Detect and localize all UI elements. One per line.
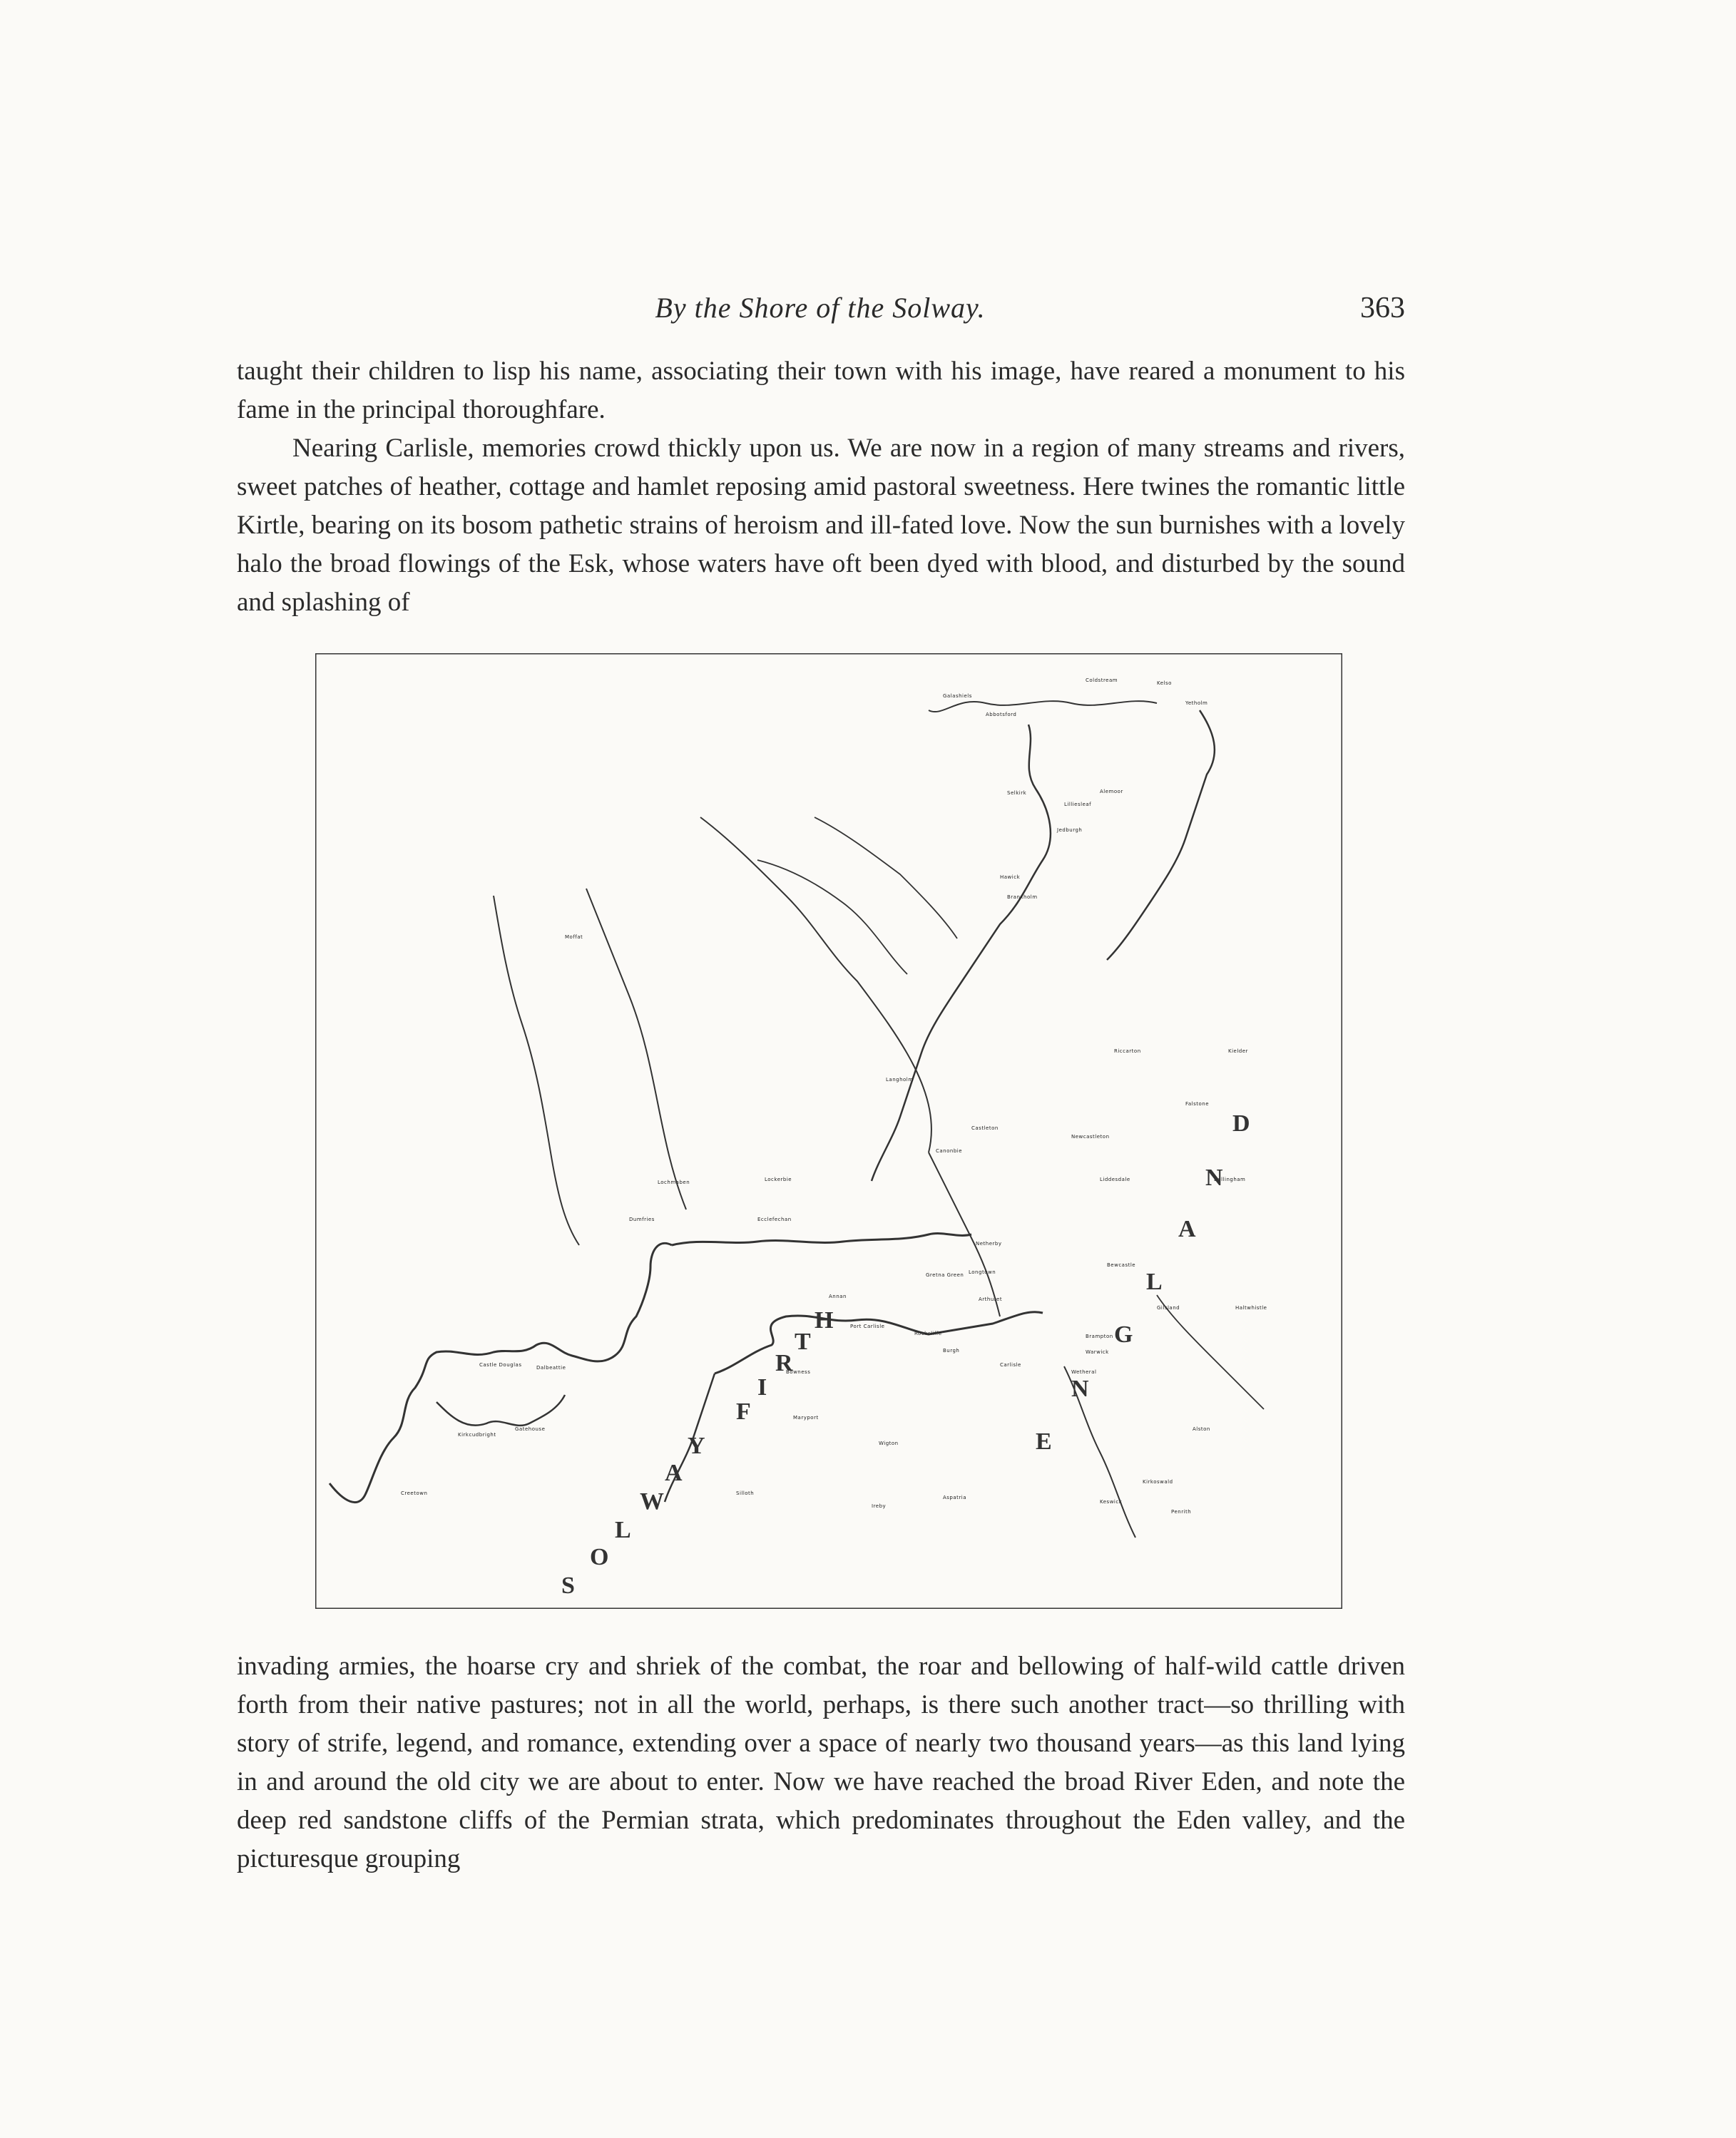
place-label: Gatehouse — [515, 1426, 546, 1432]
place-label: Canonbie — [936, 1148, 963, 1154]
place-label: Kirkoswald — [1143, 1479, 1173, 1485]
solway-letter: A — [665, 1460, 683, 1486]
place-label: Abbotsford — [986, 712, 1017, 717]
england-letter: N — [1071, 1376, 1089, 1402]
place-label: Galashiels — [943, 693, 972, 699]
body-text-bottom — [237, 1647, 1405, 1878]
england-letter: G — [1114, 1321, 1133, 1348]
place-label: Ireby — [872, 1503, 887, 1509]
firth-letter: R — [775, 1350, 793, 1376]
place-label: Moffat — [565, 934, 583, 940]
place-label: Rockcliffe — [914, 1331, 942, 1336]
place-label: Keswick — [1100, 1499, 1123, 1505]
place-label: Lockerbie — [765, 1177, 792, 1182]
place-label: Langholm — [886, 1077, 914, 1083]
place-label: Hawick — [1000, 874, 1021, 880]
map-border — [315, 653, 1342, 1609]
england-letter: E — [1036, 1428, 1052, 1455]
place-label: Lilliesleaf — [1064, 802, 1092, 807]
place-label: Newcastleton — [1071, 1134, 1110, 1140]
place-label: Lochmaben — [658, 1180, 690, 1185]
place-label: Warwick — [1086, 1349, 1109, 1355]
england-letter: D — [1232, 1110, 1250, 1137]
place-label: Alemoor — [1100, 789, 1123, 794]
place-label: Wetheral — [1071, 1369, 1097, 1375]
body-text-top — [237, 352, 1405, 622]
place-label: Ecclefechan — [757, 1217, 792, 1222]
place-label: Bewcastle — [1107, 1262, 1136, 1268]
england-letter: A — [1178, 1216, 1196, 1242]
place-label: Port Carlisle — [850, 1324, 885, 1329]
place-label: Gretna Green — [926, 1272, 964, 1278]
place-label: Annan — [829, 1294, 847, 1299]
paragraph: invading armies, the hoarse cry and shriek of the combat, the roar and bellowing of half-wild cattle driven forth from their native pastures; not in all the world, perhaps, is there such another tract—so thrilling with story of strife, legend, and romance, extending over a space of nearly two thousand years—as this land lying in and around the old city we are about to enter. Now we have reached the broad River Eden, and note the deep red sandstone cliffs of the Permian strata, which predominates throughout the Eden valley, and the picturesque grouping — [237, 1652, 1405, 1873]
place-label: Carlisle — [1000, 1362, 1021, 1368]
place-label: Coldstream — [1086, 677, 1118, 683]
place-label: Castle Douglas — [479, 1362, 522, 1368]
place-label: Yetholm — [1185, 700, 1208, 706]
place-label: Netherby — [976, 1241, 1002, 1247]
place-label: Creetown — [401, 1490, 428, 1496]
firth-letter: H — [815, 1307, 834, 1334]
place-label: Wigton — [879, 1441, 899, 1446]
place-label: Aspatria — [943, 1495, 967, 1500]
place-label: Selkirk — [1007, 790, 1027, 796]
place-label: Bellingham — [1214, 1177, 1246, 1182]
place-label: Bowness — [786, 1369, 811, 1375]
firth-letter: F — [736, 1398, 751, 1425]
place-label: Silloth — [736, 1490, 755, 1496]
place-label: Dumfries — [629, 1217, 655, 1222]
place-label: Maryport — [793, 1415, 819, 1421]
solway-letter: S — [561, 1572, 575, 1599]
place-label: Kirkcudbright — [458, 1432, 496, 1438]
paragraph: taught their children to lisp his name, associating their town with his image, have reared a monument to his fame in the principal thoroughfare. — [237, 357, 1405, 424]
place-label: Burgh — [943, 1348, 960, 1354]
page-number: 363 — [1360, 292, 1405, 324]
place-label: Riccarton — [1114, 1048, 1141, 1054]
map-svg — [315, 653, 1342, 1609]
place-label: Liddesdale — [1100, 1177, 1130, 1182]
place-label: Longtown — [969, 1269, 996, 1275]
place-label: Dalbeattie — [536, 1365, 566, 1371]
place-label: Falstone — [1185, 1101, 1210, 1107]
firth-letter: T — [795, 1329, 811, 1355]
place-label: Kielder — [1228, 1048, 1248, 1054]
place-label: Alston — [1193, 1426, 1210, 1432]
england-letter: N — [1205, 1165, 1223, 1191]
solway-letter: W — [640, 1488, 664, 1515]
paragraph: Nearing Carlisle, memories crowd thickly upon us. We are now in a region of many streams and rivers, sweet patches of heather, cottage and hamlet reposing amid pastoral sweetness. Here twines the romantic little Kirtle, bearing on its bosom pathetic strains of heroism and ill-fated love. Now the sun burnishes with a lovely halo the broad flowings of the Esk, whose waters have oft been dyed with blood, and disturbed by the sound and splashing of — [237, 434, 1405, 617]
place-label: Branxholm — [1007, 894, 1038, 900]
map-illustration — [315, 653, 1342, 1609]
place-label: Gilsland — [1157, 1305, 1180, 1311]
firth-letter: I — [757, 1374, 767, 1401]
running-title: By the Shore of the Solway. — [655, 292, 986, 324]
solway-letter: Y — [688, 1433, 705, 1459]
place-label: Castleton — [971, 1125, 999, 1131]
place-label: Jedburgh — [1057, 827, 1083, 833]
place-label: Haltwhistle — [1235, 1305, 1267, 1311]
solway-letter: O — [590, 1544, 609, 1570]
page-header — [235, 291, 1405, 334]
place-label: Kelso — [1157, 680, 1172, 686]
place-label: Penrith — [1171, 1509, 1192, 1515]
place-label: Brampton — [1086, 1334, 1113, 1339]
england-letter: L — [1146, 1269, 1163, 1295]
place-label: Arthuret — [979, 1296, 1003, 1302]
solway-letter: L — [615, 1517, 631, 1543]
